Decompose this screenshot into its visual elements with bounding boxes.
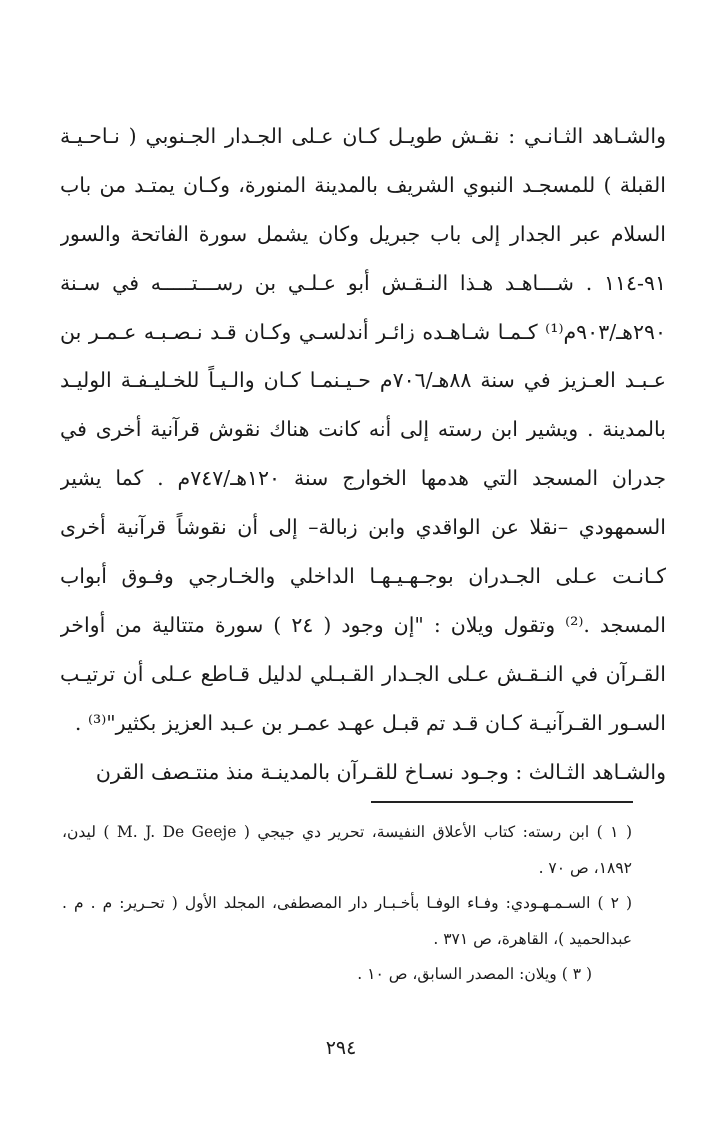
- body-line: جدران المسجد التي هدمها الخوارج سنة ١٢٠هـ/٧٤٧م . كما يشير: [60, 466, 666, 491]
- main-paragraphs: [60, 112, 666, 796]
- footnote-2-continued: عبدالحميد )، القاهرة، ص ٣٧١ .: [433, 929, 632, 948]
- body-line: السـور القـرآنيـة كـان قـد تم قبـل عهـد عمـر بن عـبد العزيز بكثير"⁽³⁾ .: [74, 710, 666, 735]
- footnote-1: ( ١ ) ابن رسته: كتاب الأعلاق النفيسة، تحرير دي جيجي ( M. J. De Geeje ) ليدن،: [62, 823, 632, 841]
- footnote-1-continued: ١٨٩٢، ص ٧٠ .: [538, 858, 632, 877]
- footnotes: [62, 815, 632, 993]
- body-line: ٩١-١١٤ . شـــاهـد هـذا النـقـش أبو عـلـي بن رســـتـــــه في سـنة: [60, 270, 666, 295]
- footnote-separator: [371, 801, 633, 803]
- body-line: عـبـد العـزيز في سنة ٨٨هـ/٧٠٦م حـيـنمـا كـان والـيـاً للخـليـفـة الوليـد: [60, 368, 666, 393]
- body-line: السمهودي –نقلا عن الواقدي وابن زبالة– إلى أن نقوشاً قرآنية أخرى: [60, 515, 666, 540]
- body-line: كـانـت عـلى الجـدران بوجـهـيـهـا الداخلي والخـارجي وفـوق أبواب: [60, 564, 666, 589]
- body-line: بالمدينة . ويشير ابن رسته إلى أنه كانت هناك نقوش قرآنية أخرى في: [60, 417, 666, 442]
- body-line: القبلة ) للمسجـد النبوي الشريف بالمدينة المنورة، وكـان يمتـد من باب: [60, 172, 666, 197]
- page-number: ٢٩٤: [325, 1037, 357, 1059]
- body-line: القـرآن في النـقـش عـلى الجـدار القـبـلي لدليل قـاطع عـلى أن ترتيـب: [60, 661, 666, 686]
- footnote-2: ( ٢ ) السـمـهـودي: وفـاء الوفـا بأخـبـار دار المصطفى، المجلد الأول ( تحـرير: م . م .: [62, 894, 632, 912]
- footnote-3: ( ٣ ) ويلان: المصدر السابق، ص ١٠ .: [357, 965, 592, 983]
- body-line: والشـاهد الثـانـي : نقـش طويـل كـان عـلى الجـدار الجـنوبي ( نـاحـيـة: [60, 124, 666, 148]
- body-line: السلام عبر الجدار إلى باب جبريل وكان يشمل سورة الفاتحة والسور: [60, 221, 666, 246]
- body-line: ٢٩٠هـ/٩٠٣م⁽¹⁾ كـمـا شـاهـده زائـر أندلسـي وكـان قـد نـصـبـه عـمـر بن: [60, 319, 666, 344]
- body-line: المسجد .⁽²⁾ وتقول ويلان : "إن وجود ( ٢٤ ) سورة متتالية من أواخر: [60, 612, 666, 637]
- body-line: والشـاهد الثـالث : وجـود نسـاخ للقـرآن بالمدينـة منذ منتـصف القرن: [95, 759, 666, 784]
